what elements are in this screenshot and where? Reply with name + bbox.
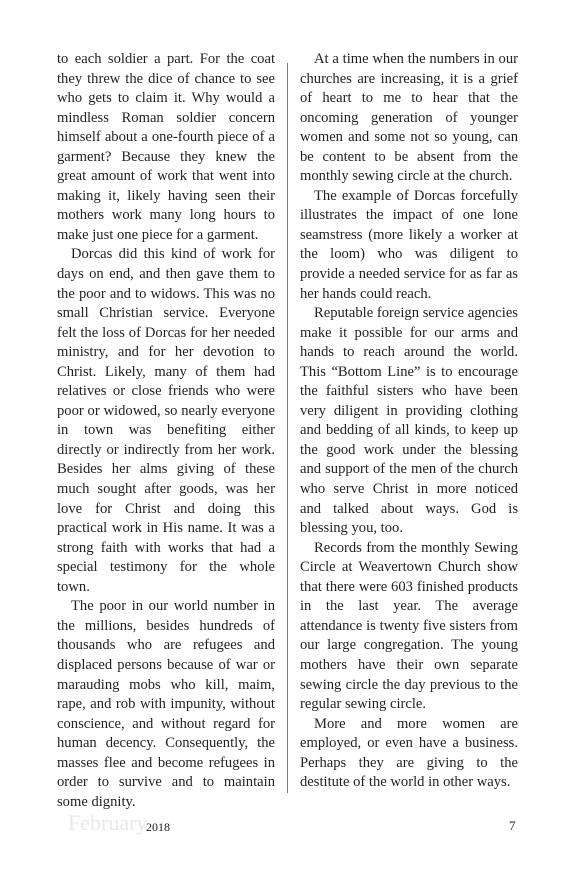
left-column <box>57 50 275 812</box>
paragraph: Dorcas did this kind of work for days on end, and then gave them to the poor and to widows. This was no small Christian service. Everyone felt the loss of Dorcas for her needed ministry, and for her devotion to Christ. Likely, many of them had relatives or close friends who were poor or widowed, so nearly everyone in town was benefiting either directly or indirectly from her work. Besides her alms giving of these much sought after goods, was her love for Christ and doing this practical work in His name. It was a strong faith with works that had a special testimony for the whole town. <box>57 246 275 595</box>
paragraph: At a time when the numbers in our churches are increasing, it is a grief of heart to me to hear that the oncoming generation of younger women and some not so young, can be content to be absent from the monthly sewing circle at the church. <box>300 51 518 185</box>
footer-year: 2018 <box>146 820 170 834</box>
paragraph: Reputable foreign service agencies make it possible for our arms and hands to reach around the world. This “Bottom Line” is to encourage the faithful sisters who have been very diligent in providing clothing and bedding of all kinds, to keep up the good work under the blessing and support of the men of the church who serve Christ in more noticed and talked about ways. God is blessing you, too. <box>300 305 518 537</box>
paragraph: to each soldier a part. For the coat they threw the dice of chance to see who gets to claim it. Why would a mindless Roman soldier concern himself about a one-fourth piece of a garment? Because they knew the great amount of work that went into making it, likely having seen their mothers work many long hours to make just one piece for a garment. <box>57 51 275 243</box>
right-column <box>300 50 518 793</box>
paragraph: The poor in our world number in the millions, besides hundreds of thousands who are refugees and displaced persons because of war or marauding mobs who kill, maim, rape, and rob with impunity, without conscience, and without regard for human decency. Consequently, the masses flee and become refugees in order to survive and to maintain some dignity. <box>57 598 275 810</box>
paragraph: Records from the monthly Sewing Circle at Weavertown Church show that there were 603 finished products in the last year. The average attendance is twenty five sisters from our large congregation. The young mothers have their own separate sewing circle the day previous to the regular sewing circle. <box>300 539 518 713</box>
column-divider <box>287 63 288 793</box>
paragraph: The example of Dorcas forcefully illustrates the impact of one lone seamstress (more likely a worker at the loom) who was diligent to provide a needed service for as far as her hands could reach. <box>300 187 518 302</box>
footer-month: February <box>68 810 148 835</box>
page-number: 7 <box>509 818 516 833</box>
paragraph: More and more women are employed, or even have a business. Perhaps they are giving to the destitute of the world in other ways. <box>300 715 518 791</box>
